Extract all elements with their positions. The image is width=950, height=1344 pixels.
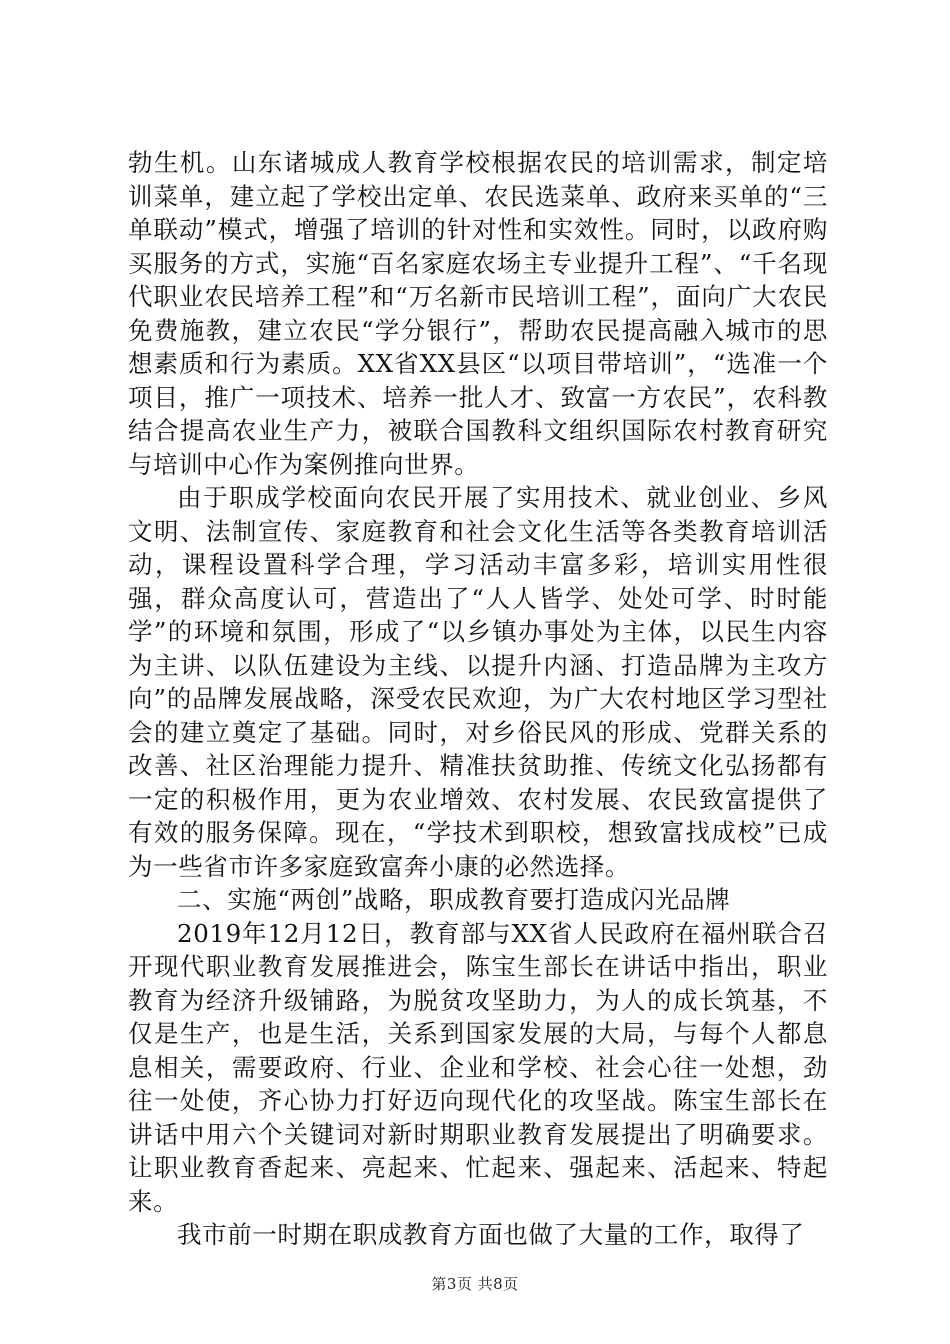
page-number-footer: 第3页 共8页 [431, 1275, 519, 1293]
body-paragraph: 由于职成学校面向农民开展了实用技术、就业创业、乡风文明、法制宣传、家庭教育和社会文化生活等各类教育培训活动，课程设置科学合理，学习活动丰富多彩，培训实用性很强，群众高度认可，营造出了“人人皆学、处处可学、时时能学”的环境和氛围，形成了“以乡镇办事处为主体，以民生内容为主讲、以队伍建设为主线、以提升内涵、打造品牌为主攻方向”的品牌发展战略，深受农民欢迎，为广大农村地区学习型社会的建立奠定了基础。同时，对乡俗民风的形成、党群关系的改善、社区治理能力提升、精准扶贫助推、传统文化弘扬都有一定的积极作用，更为农业增效、农村发展、农民致富提供了有效的服务保障。现在，“学技术到职校，想致富找成校”已成为一些省市许多家庭致富奔小康的必然选择。 [128, 483, 828, 881]
document-body [128, 146, 828, 1252]
body-paragraph: 我市前一时期在职成教育方面也做了大量的工作，取得了 [177, 1220, 805, 1249]
body-paragraph: 勃生机。山东诸城成人教育学校根据农民的培训需求，制定培训菜单，建立起了学校出定单、农民选菜单、政府来买单的“三单联动”模式，增强了培训的针对性和实效性。同时，以政府购买服务的方式，实施“百名家庭农场主专业提升工程”、“千名现代职业农民培养工程”和“万名新市民培训工程”，面向广大农民免费施教，建立农民“学分银行”，帮助农民提高融入城市的思想素质和行为素质。XX省XX县区“以项目带培训”，“选准一个项目，推广一项技术、培养一批人才、致富一方农民”，农科教结合提高农业生产力，被联合国教科文组织国际农村教育研究与培训中心作为案例推向世界。 [128, 148, 828, 479]
section-heading: 二、实施“两创”战略，职成教育要打造成闪光品牌 [177, 885, 731, 914]
body-paragraph: 2019年12月12日，教育部与XX省人民政府在福州联合召开现代职业教育发展推进会，陈宝生部长在讲话中指出，职业教育为经济升级铺路，为脱贫攻坚助力，为人的成长筑基，不仅是生产，也是生活，关系到国家发展的大局，与每个人都息息相关，需要政府、行业、企业和学校、社会心往一处想，劲往一处使，齐心协力打好迈向现代化的攻坚战。陈宝生部长在讲话中用六个关键词对新时期职业教育发展提出了明确要求。让职业教育香起来、亮起来、忙起来、强起来、活起来、特起来。 [128, 918, 828, 1216]
